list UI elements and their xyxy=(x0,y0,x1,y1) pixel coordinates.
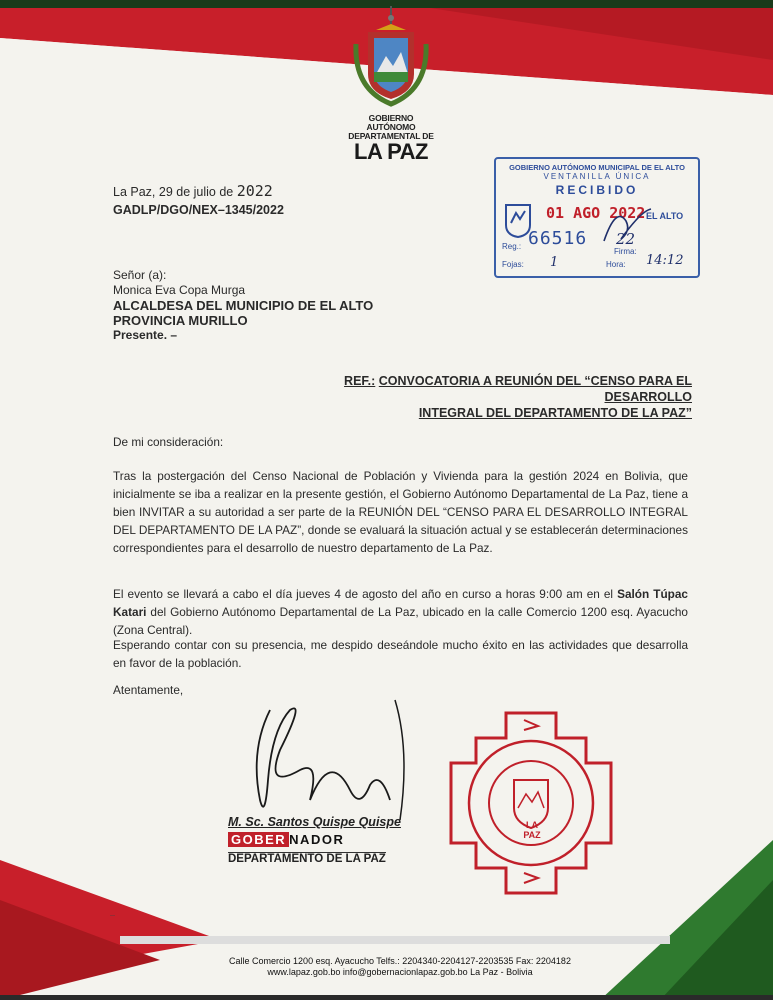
stamp-fojas-value: 1 xyxy=(550,255,559,270)
reception-stamp xyxy=(494,157,700,278)
org-name-line1: GOBIERNO AUTÓNOMO xyxy=(366,113,416,132)
letter-date xyxy=(113,184,273,200)
stamp-reg-label: Reg.: xyxy=(502,242,522,251)
letter-cite: GADLP/DGO/NEX–1345/2022 xyxy=(113,203,284,217)
recipient-presente: Presente. – xyxy=(113,328,178,342)
p2-start: El evento se llevará a cabo el día jueves 4 de agosto del año en curso a horas 9:00 am en el xyxy=(113,587,618,601)
stamp-hora-label: Hora: xyxy=(606,260,626,269)
body-paragraph-1: Tras la postergación del Censo Nacional de Población y Vivienda para la gestión 2024 en Bolivia, que inicialmente se iba a realizar en la presente gestión, el Gobierno Autónomo Departamental de La Paz, tiene a bien INVITAR a su autoridad a ser parte de la REUNIÓN DEL “CENSO PARA EL DESARROLLO INTEGRAL DEL DEPARTAMENTO DE LA PAZ”, donde se evaluará la situación actual y se establecerán determinaciones correspondientes para el desarrollo de nuestro departamento de La Paz. xyxy=(113,469,688,555)
stamp-reg-suffix: 22 xyxy=(616,230,636,248)
stamp-city: EL ALTO xyxy=(646,211,684,221)
stamp-line1: GOBIERNO AUTÓNOMO MUNICIPAL DE EL ALTO xyxy=(509,163,685,172)
greeting: De mi consideración: xyxy=(113,435,224,449)
date-prefix: La Paz, 29 de julio de xyxy=(113,185,234,199)
stamp-received: RECIBIDO xyxy=(555,183,639,197)
recipient-block xyxy=(113,268,413,343)
footer xyxy=(200,956,600,978)
footer-line2: www.lapaz.gob.bo info@gobernacionlapaz.gob.bo La Paz - Bolivia xyxy=(267,967,533,977)
letterhead-crest xyxy=(346,4,436,164)
stamp-line2: VENTANILLA ÚNICA xyxy=(543,172,651,181)
signer-department: DEPARTAMENTO DE LA PAZ xyxy=(228,853,386,865)
reference-initials-mark: — xyxy=(110,913,115,919)
body-paragraph-3: Esperando contar con su presencia, me despido deseándole mucho éxito en las actividades que desarrolla en favor de la población. xyxy=(113,638,688,670)
reference-line1: CONVOCATORIA A REUNIÓN DEL “CENSO PARA EL DESARROLLO xyxy=(378,374,692,404)
footer-line1: Calle Comercio 1200 esq. Ayacucho Telfs.: 2204340-2204127-2203535 Fax: 2204182 xyxy=(229,956,571,966)
p2-venue: Salón Túpac Katari xyxy=(113,587,688,619)
stamp-hora-value: 14:12 xyxy=(646,253,684,268)
p2-end: del Gobierno Autónomo Departamental de La Paz, ubicado en la calle Comercio 1200 esq. Ayacucho (Zona Central). xyxy=(113,605,688,637)
org-name-main: LA PAZ xyxy=(354,139,428,164)
body-paragraph-2 xyxy=(113,585,688,639)
recipient-salutation: Señor (a): xyxy=(113,268,167,282)
recipient-title: ALCALDESA DEL MUNICIPIO DE EL ALTO xyxy=(113,298,374,313)
signer-name: M. Sc. Santos Quispe Quispe xyxy=(228,815,401,829)
closing: Atentamente, xyxy=(113,683,184,697)
stamp-firma-label: Firma: xyxy=(614,247,637,256)
recipient-name: Monica Eva Copa Murga xyxy=(113,283,246,297)
reference-block xyxy=(262,373,692,421)
coat-of-arms-icon xyxy=(346,4,436,109)
stamp-reg-value: 66516 xyxy=(528,228,588,249)
stamp-handwritten-signature-icon xyxy=(596,201,656,251)
handwritten-signature-icon xyxy=(210,690,430,830)
reference-line2: INTEGRAL DEL DEPARTAMENTO DE LA PAZ” xyxy=(418,406,692,420)
recipient-province: PROVINCIA MURILLO xyxy=(113,313,248,328)
seal-center-text: LA PAZ xyxy=(523,820,541,840)
stamp-fojas-label: Fojas: xyxy=(502,260,524,269)
signer-title-part2: NADOR xyxy=(289,832,345,847)
signer-title-part1: GOBER xyxy=(228,832,289,847)
reference-label: REF.: xyxy=(344,374,376,388)
date-year: 2022 xyxy=(236,182,273,200)
stamp-date: 01 AGO 2022 xyxy=(546,204,646,222)
org-name-line2: DEPARTAMENTAL DE xyxy=(348,131,434,141)
